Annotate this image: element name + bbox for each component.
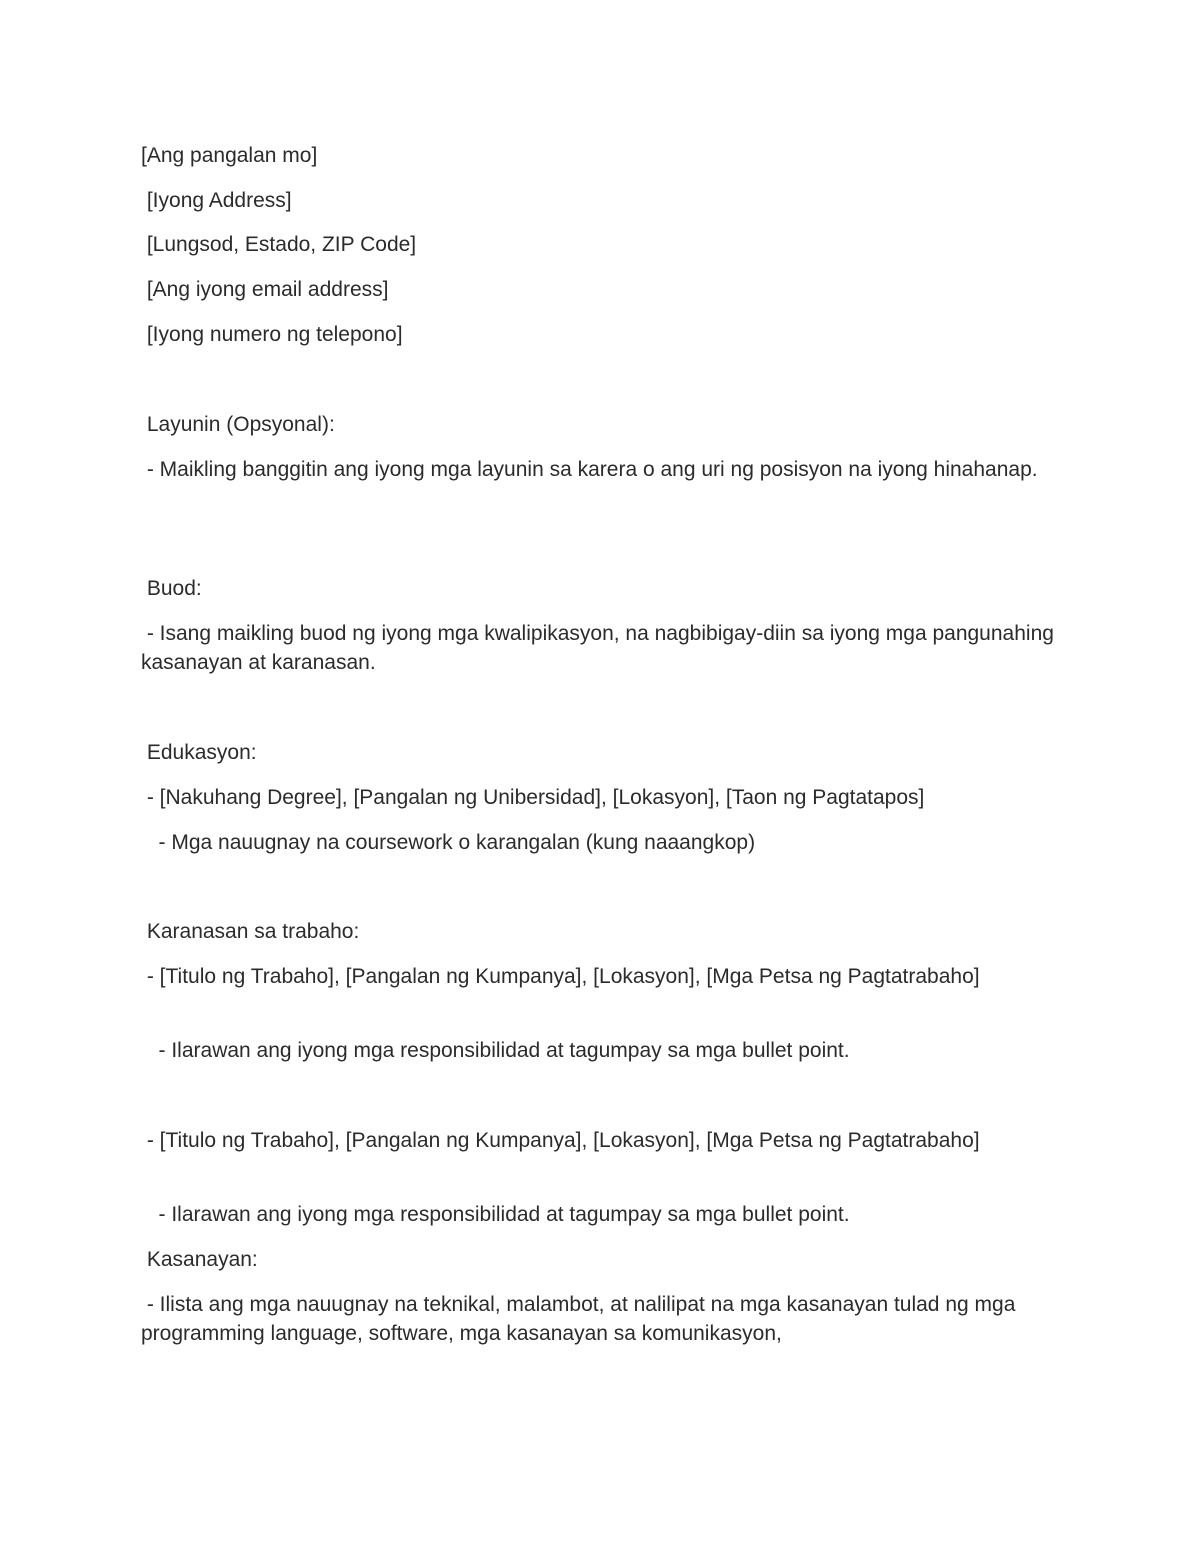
education-entry: - [Nakuhang Degree], [Pangalan ng Unibersidad], [Lokasyon], [Taon ng Pagtatapos] [141,786,925,809]
education-heading: Edukasyon: [141,741,257,764]
objective-text: - Maikling banggitin ang iyong mga layunin sa karera o ang uri ng posisyon na iyong hinahanap. [141,458,1038,481]
objective-heading: Layunin (Opsyonal): [141,413,335,436]
skills-text: - Ilista ang mga nauugnay na teknikal, malambot, at nalilipat na mga kasanayan tulad ng mga programming language, software, mga kasanayan sa komunikasyon, [141,1293,1022,1345]
experience-detail: - Ilarawan ang iyong mga responsibilidad at tagumpay sa mga bullet point. [141,1039,850,1062]
name-placeholder: [Ang pangalan mo] [141,144,318,167]
city-placeholder: [Lungsod, Estado, ZIP Code] [141,233,417,256]
phone-placeholder: [Iyong numero ng telepono] [141,323,403,346]
summary-text: - Isang maikling buod ng iyong mga kwalipikasyon, na nagbibigay-diin sa iyong mga pangunahing kasanayan at karanasan. [141,622,1060,674]
experience-entry: - [Titulo ng Trabaho], [Pangalan ng Kumpanya], [Lokasyon], [Mga Petsa ng Pagtatrabaho] [141,965,980,988]
summary-heading: Buod: [141,577,202,600]
address-placeholder: [Iyong Address] [141,189,292,212]
experience-entry: - [Titulo ng Trabaho], [Pangalan ng Kumpanya], [Lokasyon], [Mga Petsa ng Pagtatrabaho] [141,1129,980,1152]
email-placeholder: [Ang iyong email address] [141,278,389,301]
experience-heading: Karanasan sa trabaho: [141,920,360,943]
experience-detail: - Ilarawan ang iyong mga responsibilidad at tagumpay sa mga bullet point. [141,1203,850,1226]
skills-heading: Kasanayan: [141,1248,258,1271]
education-detail: - Mga nauugnay na coursework o karangalan (kung naaangkop) [141,831,756,854]
